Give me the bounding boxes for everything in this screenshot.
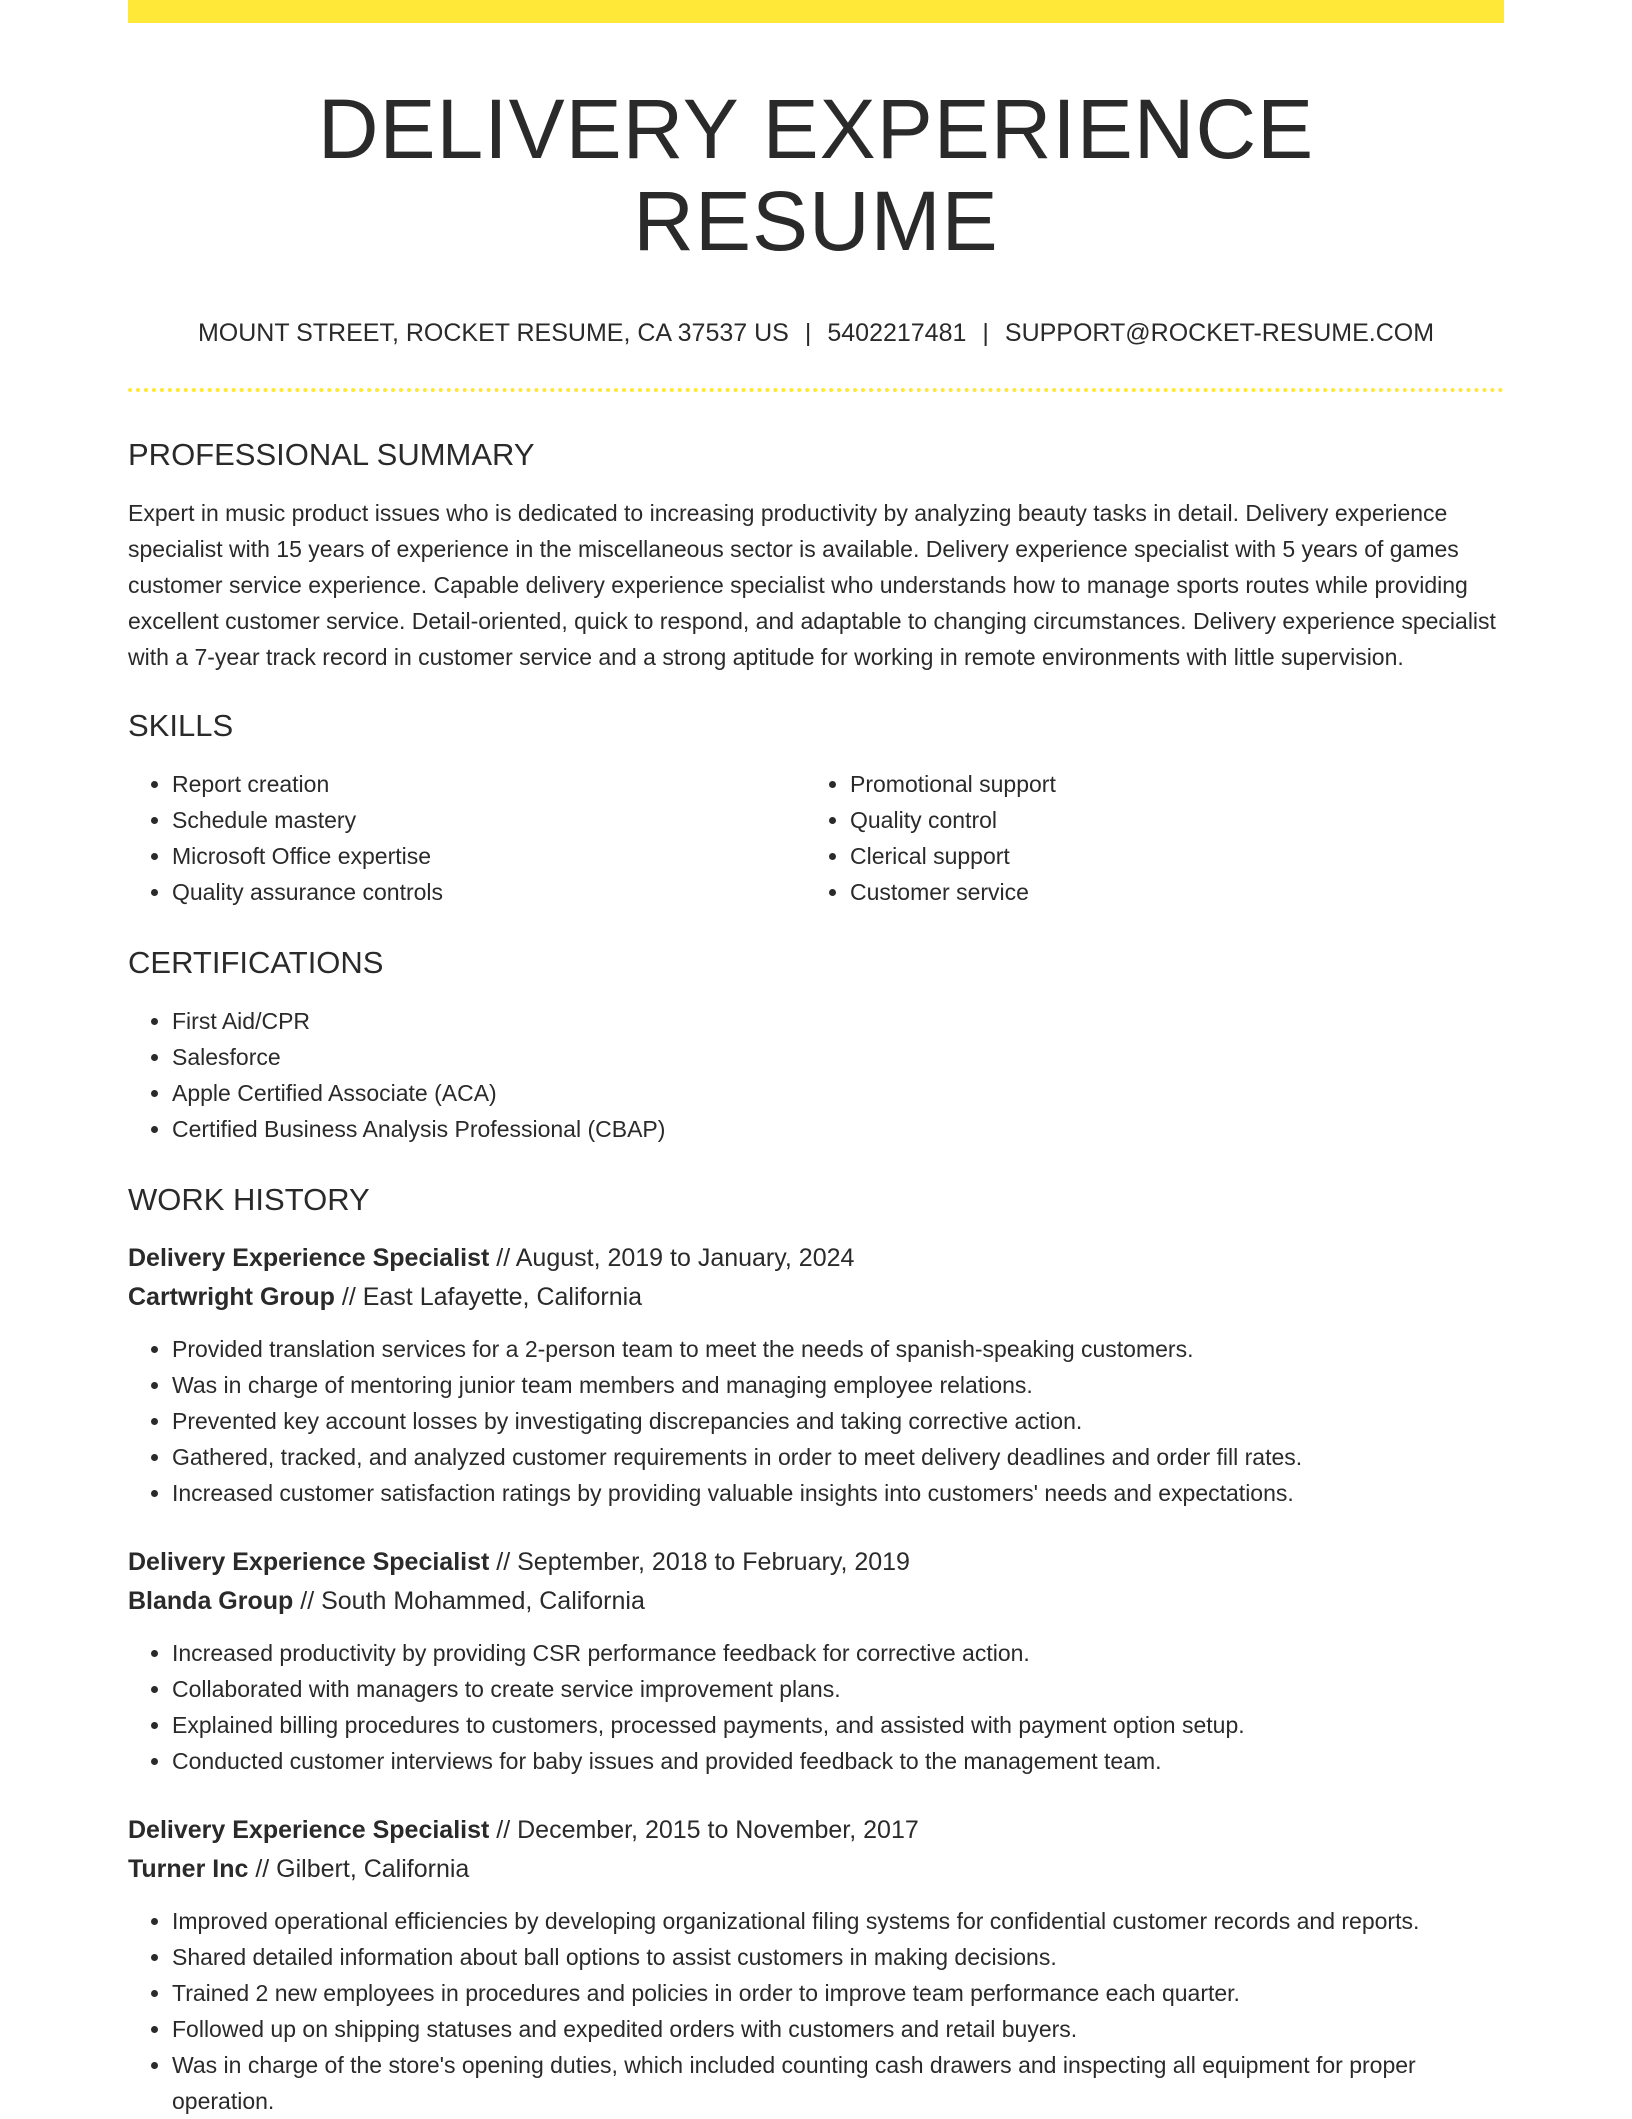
job-location: // South Mohammed, California bbox=[300, 1586, 645, 1615]
job-dates: // September, 2018 to February, 2019 bbox=[496, 1547, 910, 1576]
skill-item: • Quality assurance controls bbox=[172, 874, 806, 910]
certifications-heading: CERTIFICATIONS bbox=[128, 945, 384, 981]
job-bullet: • Provided translation services for a 2-person team to meet the needs of spanish-speaking customers. bbox=[172, 1331, 1504, 1367]
skills-heading: SKILLS bbox=[128, 707, 234, 743]
work-history-heading: WORK HISTORY bbox=[128, 1182, 370, 1218]
contact-line bbox=[128, 318, 1504, 348]
job-company: Cartwright Group bbox=[128, 1282, 335, 1311]
contact-phone: 5402217481 bbox=[827, 318, 967, 347]
job-company: Blanda Group bbox=[128, 1586, 294, 1615]
job-bullet: • Trained 2 new employees in procedures and policies in order to improve team performance each quarter. bbox=[172, 1975, 1504, 2011]
job-role: Delivery Experience Specialist bbox=[128, 1547, 490, 1576]
certification-item: • Apple Certified Associate (ACA) bbox=[172, 1075, 1504, 1111]
job-bullet: • Increased customer satisfaction ratings by providing valuable insights into customers' needs and expectations. bbox=[172, 1475, 1504, 1511]
job-bullet: • Gathered, tracked, and analyzed customer requirements in order to meet delivery deadlines and order fill rates. bbox=[172, 1439, 1504, 1475]
resume-page bbox=[128, 0, 1504, 2119]
skill-item: • Report creation bbox=[172, 766, 806, 802]
contact-separator: | bbox=[982, 318, 989, 347]
contact-address: MOUNT STREET, ROCKET RESUME, CA 37537 US bbox=[197, 318, 789, 347]
job-bullet: • Followed up on shipping statuses and expedited orders with customers and retail buyers. bbox=[172, 2011, 1504, 2047]
skill-item: • Promotional support bbox=[850, 766, 1484, 802]
dotted-divider bbox=[128, 388, 1504, 392]
job-company-line bbox=[128, 1582, 1504, 1621]
job-bullet-list bbox=[128, 1635, 1504, 1779]
job-location: // East Lafayette, California bbox=[341, 1282, 643, 1311]
job-bullet: • Explained billing procedures to customers, processed payments, and assisted with payment option setup. bbox=[172, 1707, 1504, 1743]
job-role: Delivery Experience Specialist bbox=[128, 1815, 490, 1844]
skill-item: • Microsoft Office expertise bbox=[172, 838, 806, 874]
job-entry bbox=[128, 1811, 1504, 2119]
job-entry bbox=[128, 1239, 1504, 1511]
job-company: Turner Inc bbox=[128, 1854, 249, 1883]
summary-text: Expert in music product issues who is dedicated to increasing productivity by analyzing beauty tasks in detail. Delivery experience specialist with 15 years of experience in the miscellaneous sector is available. Delivery experience specialist with 5 years of games customer service experience. Capable delivery experience specialist who understands how to manage sports routes while providing excellent customer service. Detail-oriented, quick to respond, and adaptable to changing circumstances. Delivery experience specialist with a 7-year track record in customer service and a strong aptitude for working in remote environments with little supervision. bbox=[128, 499, 1496, 670]
job-bullet-list bbox=[128, 1903, 1504, 2119]
job-bullet: • Prevented key account losses by investigating discrepancies and taking corrective action. bbox=[172, 1403, 1504, 1439]
resume-title: DELIVERY EXPERIENCE RESUME bbox=[317, 82, 1315, 269]
skills-left-column bbox=[128, 766, 806, 910]
contact-email: SUPPORT@ROCKET-RESUME.COM bbox=[1004, 318, 1435, 347]
skill-item: • Clerical support bbox=[850, 838, 1484, 874]
job-bullet: • Conducted customer interviews for baby issues and provided feedback to the management team. bbox=[172, 1743, 1504, 1779]
skill-item: • Customer service bbox=[850, 874, 1484, 910]
skills-grid bbox=[128, 766, 1504, 910]
job-role-line bbox=[128, 1239, 1504, 1278]
job-location: // Gilbert, California bbox=[255, 1854, 470, 1883]
job-company-line bbox=[128, 1850, 1504, 1889]
job-dates: // August, 2019 to January, 2024 bbox=[496, 1243, 855, 1272]
job-entry bbox=[128, 1543, 1504, 1779]
job-company-line bbox=[128, 1278, 1504, 1317]
job-bullet: • Improved operational efficiencies by developing organizational filing systems for confidential customer records and reports. bbox=[172, 1903, 1504, 1939]
summary-heading: PROFESSIONAL SUMMARY bbox=[128, 436, 535, 472]
job-dates: // December, 2015 to November, 2017 bbox=[496, 1815, 919, 1844]
skill-item: • Schedule mastery bbox=[172, 802, 806, 838]
certification-item: • Certified Business Analysis Professional (CBAP) bbox=[172, 1111, 1504, 1147]
certifications-list bbox=[128, 1003, 1504, 1147]
job-bullet: • Was in charge of mentoring junior team members and managing employee relations. bbox=[172, 1367, 1504, 1403]
job-bullet: • Shared detailed information about ball options to assist customers in making decisions. bbox=[172, 1939, 1504, 1975]
job-role-line bbox=[128, 1543, 1504, 1582]
certification-item: • Salesforce bbox=[172, 1039, 1504, 1075]
job-bullet-list bbox=[128, 1331, 1504, 1511]
job-role-line bbox=[128, 1811, 1504, 1850]
certification-item: • First Aid/CPR bbox=[172, 1003, 1504, 1039]
job-bullet: • Increased productivity by providing CSR performance feedback for corrective action. bbox=[172, 1635, 1504, 1671]
job-bullet: • Was in charge of the store's opening duties, which included counting cash drawers and inspecting all equipment for proper operation. bbox=[172, 2047, 1504, 2119]
skill-item: • Quality control bbox=[850, 802, 1484, 838]
accent-top-bar bbox=[128, 0, 1504, 23]
job-role: Delivery Experience Specialist bbox=[128, 1243, 490, 1272]
job-bullet: • Collaborated with managers to create service improvement plans. bbox=[172, 1671, 1504, 1707]
skills-right-column bbox=[806, 766, 1484, 910]
contact-separator: | bbox=[804, 318, 812, 347]
